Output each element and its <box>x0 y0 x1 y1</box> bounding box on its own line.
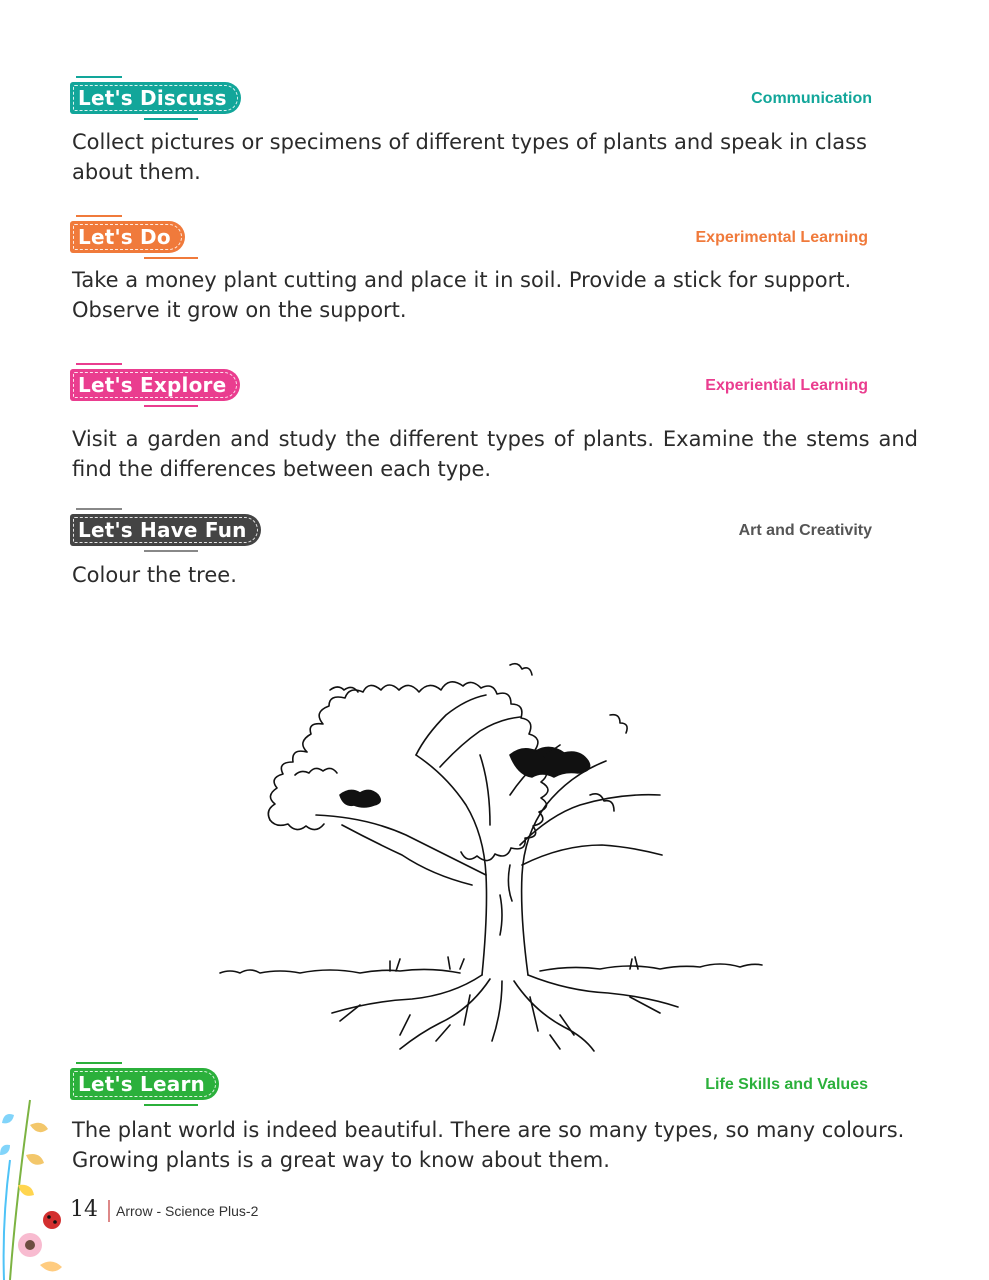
do-text: Take a money plant cutting and place it in soil. Provide a stick for support. Observe it grow on the support. <box>72 268 852 322</box>
discuss-badge-label: Let's Discuss <box>70 82 241 114</box>
explore-badge-label: Let's Explore <box>70 369 240 401</box>
learn-text: The plant world is indeed beautiful. There are so many types, so many colours. Growing plants is a great way to know about them. <box>72 1118 905 1172</box>
discuss-skill-label: Communication <box>751 90 872 107</box>
footer-divider <box>108 1200 110 1222</box>
discuss-badge <box>70 82 241 114</box>
page-number: 14 <box>70 1197 98 1222</box>
do-badge <box>70 221 185 253</box>
fun-badge-label: Let's Have Fun <box>70 514 261 546</box>
explore-skill-label: Experiential Learning <box>705 377 868 394</box>
learn-badge-label: Let's Learn <box>70 1068 219 1100</box>
do-skill-label: Experimental Learning <box>695 229 868 246</box>
learn-badge <box>70 1068 219 1100</box>
fun-skill-label: Art and Creativity <box>738 522 872 539</box>
fun-text: Colour the tree. <box>72 563 237 587</box>
floral-corner-decoration <box>0 1095 80 1280</box>
do-badge-label: Let's Do <box>70 221 185 253</box>
tree-outline-illustration <box>210 595 780 1055</box>
book-title: Arrow - Science Plus-2 <box>116 1203 259 1219</box>
learn-skill-label: Life Skills and Values <box>705 1076 868 1093</box>
fun-badge <box>70 514 261 546</box>
discuss-text: Collect pictures or specimens of different types of plants and speak in class about them. <box>72 130 867 184</box>
explore-text: Visit a garden and study the different types of plants. Examine the stems and find the differences between each type. <box>72 427 918 481</box>
explore-badge <box>70 369 240 401</box>
